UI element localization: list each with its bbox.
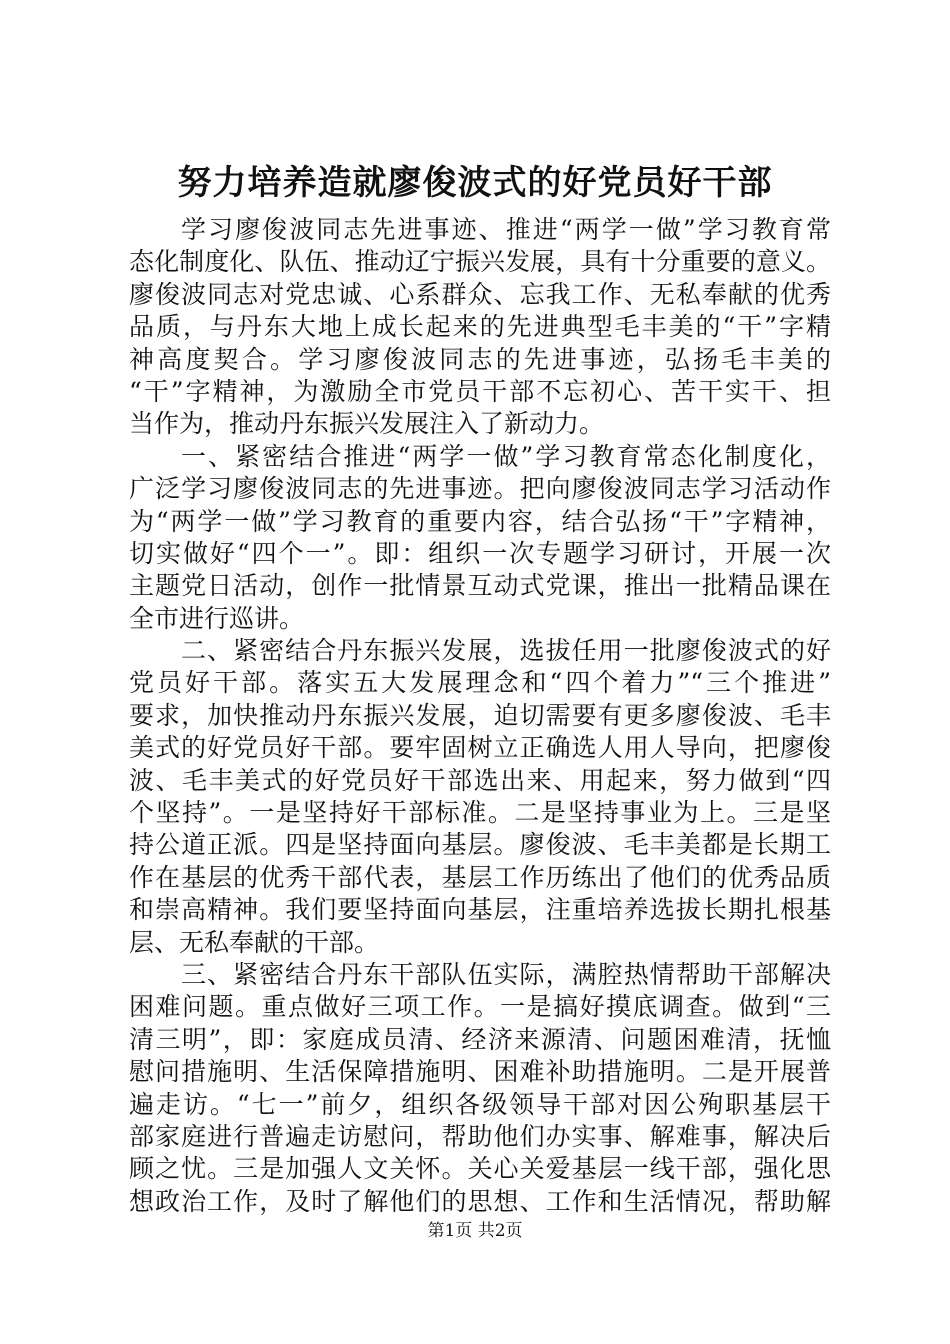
text-line: 困难问题。重点做好三项工作。一是搞好摸底调查。做到“三 [129, 992, 831, 1022]
text-line: 党员好干部。落实五大发展理念和“四个着力”“三个推进” [129, 668, 831, 698]
text-line: 广泛学习廖俊波同志的先进事迹。把向廖俊波同志学习活动作 [129, 474, 831, 504]
text-line: 学习廖俊波同志先进事迹、推进“两学一做”学习教育常 [181, 215, 831, 244]
text-line: 态化制度化、队伍、推动辽宁振兴发展，具有十分重要的意义。 [129, 247, 831, 277]
text-line: 和崇高精神。我们要坚持面向基层，注重培养选拔长期扎根基 [129, 895, 831, 925]
text-line: 为“两学一做”学习教育的重要内容，结合弘扬“干”字精神， [129, 506, 831, 536]
text-line: 品质，与丹东大地上成长起来的先进典型毛丰美的“干”字精 [129, 312, 831, 342]
text-line: 遍走访。“七一”前夕，组织各级领导干部对因公殉职基层干 [129, 1089, 831, 1119]
text-line: 层、无私奉献的干部。 [129, 927, 380, 957]
text-line: 廖俊波同志对党忠诚、心系群众、忘我工作、无私奉献的优秀 [129, 279, 831, 309]
text-line: 当作为，推动丹东振兴发展注入了新动力。 [129, 409, 605, 439]
text-line: 持公道正派。四是坚持面向基层。廖俊波、毛丰美都是长期工 [129, 830, 831, 860]
text-line: 清三明”，即：家庭成员清、经济来源清、问题困难清，抚恤 [129, 1024, 831, 1054]
text-line: 美式的好党员好干部。要牢固树立正确选人用人导向，把廖俊 [129, 733, 831, 763]
text-line: 部家庭进行普遍走访慰问，帮助他们办实事、解难事，解决后 [129, 1121, 831, 1151]
document-body [129, 214, 831, 1218]
text-line: 主题党日活动，创作一批情景互动式党课，推出一批精品课在 [129, 571, 831, 601]
text-line: 三、紧密结合丹东干部队伍实际，满腔热情帮助干部解决 [181, 959, 831, 989]
page-footer: 第1页 共2页 [427, 1221, 523, 1241]
text-line: 个坚持”。一是坚持好干部标准。二是坚持事业为上。三是坚 [129, 798, 831, 828]
text-line: 二、紧密结合丹东振兴发展，选拔任用一批廖俊波式的好 [181, 636, 831, 666]
document-title: 努力培养造就廖俊波式的好党员好干部 [177, 163, 773, 203]
text-line: 全市进行巡讲。 [129, 603, 305, 633]
text-line: 想政治工作，及时了解他们的思想、工作和生活情况，帮助解 [129, 1186, 831, 1216]
text-line: 要求，加快推动丹东振兴发展，迫切需要有更多廖俊波、毛丰 [129, 700, 831, 730]
text-line: 波、毛丰美式的好党员好干部选出来、用起来，努力做到“四 [129, 765, 831, 795]
text-line: 作在基层的优秀干部代表，基层工作历练出了他们的优秀品质 [129, 862, 831, 892]
text-line: “干”字精神，为激励全市党员干部不忘初心、苦干实干、担 [129, 376, 831, 406]
text-line: 顾之忧。三是加强人文关怀。关心关爱基层一线干部，强化思 [129, 1154, 831, 1184]
text-line: 慰问措施明、生活保障措施明、困难补助措施明。二是开展普 [129, 1057, 831, 1087]
text-line: 切实做好“四个一”。即：组织一次专题学习研讨，开展一次 [129, 538, 831, 568]
text-line: 一、紧密结合推进“两学一做”学习教育常态化制度化， [181, 441, 831, 471]
text-line: 神高度契合。学习廖俊波同志的先进事迹，弘扬毛丰美的 [129, 344, 831, 374]
